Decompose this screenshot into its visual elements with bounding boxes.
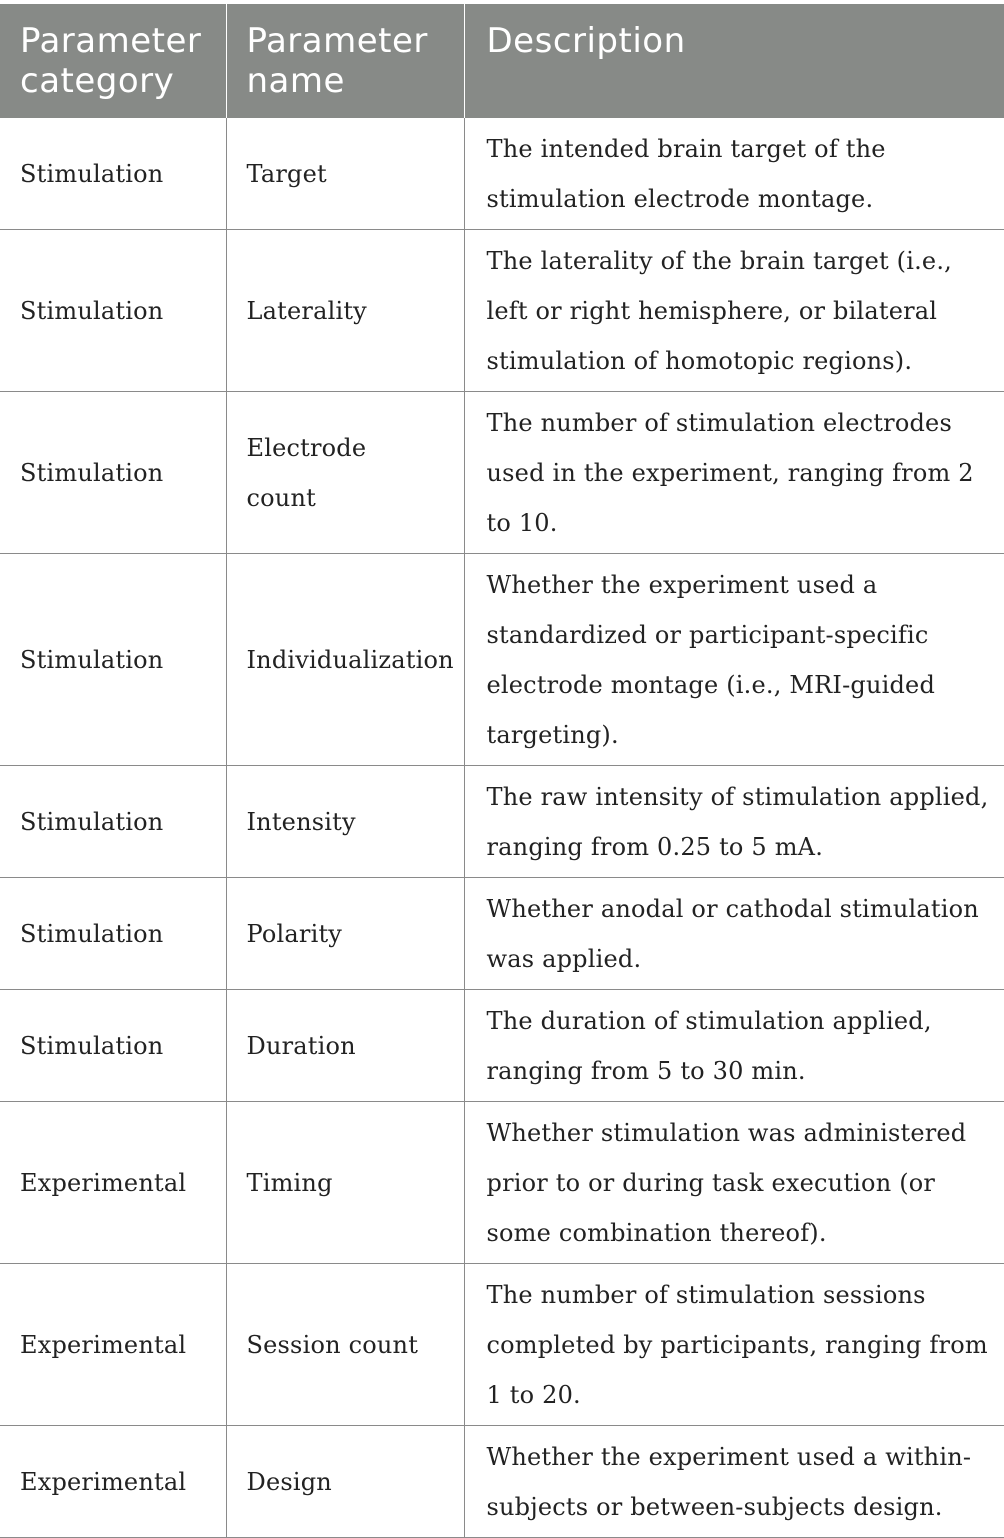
cell-description: The intended brain target of the stimulation electrode montage. (464, 118, 1004, 230)
cell-name: Polarity (226, 878, 464, 990)
cell-category: Stimulation (0, 392, 226, 554)
cell-category: Stimulation (0, 766, 226, 878)
table-row (0, 118, 1004, 230)
cell-category: Stimulation (0, 990, 226, 1102)
cell-category: Stimulation (0, 554, 226, 766)
header-description: Description (464, 4, 1004, 118)
cell-category: Experimental (0, 1102, 226, 1264)
table-row (0, 1264, 1004, 1426)
cell-description: The number of stimulation sessions completed by participants, ranging from 1 to 20. (464, 1264, 1004, 1426)
cell-category: Stimulation (0, 118, 226, 230)
cell-name: Laterality (226, 230, 464, 392)
table-row (0, 878, 1004, 990)
cell-name: Session count (226, 1264, 464, 1426)
cell-name: Individualization (226, 554, 464, 766)
cell-name: Duration (226, 990, 464, 1102)
header-row (0, 4, 1004, 118)
cell-name: Electrode count (226, 392, 464, 554)
table-row (0, 990, 1004, 1102)
cell-description: The duration of stimulation applied, ranging from 5 to 30 min. (464, 990, 1004, 1102)
table-row (0, 766, 1004, 878)
cell-description: Whether anodal or cathodal stimulation was applied. (464, 878, 1004, 990)
cell-name: Timing (226, 1102, 464, 1264)
table-body (0, 118, 1004, 1538)
cell-description: The number of stimulation electrodes used in the experiment, ranging from 2 to 10. (464, 392, 1004, 554)
table-row (0, 230, 1004, 392)
parameters-table (0, 4, 1004, 1538)
cell-category: Experimental (0, 1264, 226, 1426)
cell-description: Whether the experiment used a standardized or participant-specific electrode montage (i.e., MRI-guided targeting). (464, 554, 1004, 766)
table-row (0, 392, 1004, 554)
table-row (0, 1102, 1004, 1264)
header-parameter-category: Parameter category (0, 4, 226, 118)
table-row (0, 1426, 1004, 1538)
cell-description: Whether the experiment used a within-subjects or between-subjects design. (464, 1426, 1004, 1538)
cell-description: The laterality of the brain target (i.e., left or right hemisphere, or bilateral stimulation of homotopic regions). (464, 230, 1004, 392)
cell-name: Target (226, 118, 464, 230)
cell-description: Whether stimulation was administered prior to or during task execution (or some combination thereof). (464, 1102, 1004, 1264)
cell-name: Intensity (226, 766, 464, 878)
cell-category: Experimental (0, 1426, 226, 1538)
cell-category: Stimulation (0, 878, 226, 990)
header-parameter-name: Parameter name (226, 4, 464, 118)
table-row (0, 554, 1004, 766)
cell-description: The raw intensity of stimulation applied, ranging from 0.25 to 5 mA. (464, 766, 1004, 878)
cell-category: Stimulation (0, 230, 226, 392)
table-header (0, 4, 1004, 118)
cell-name: Design (226, 1426, 464, 1538)
